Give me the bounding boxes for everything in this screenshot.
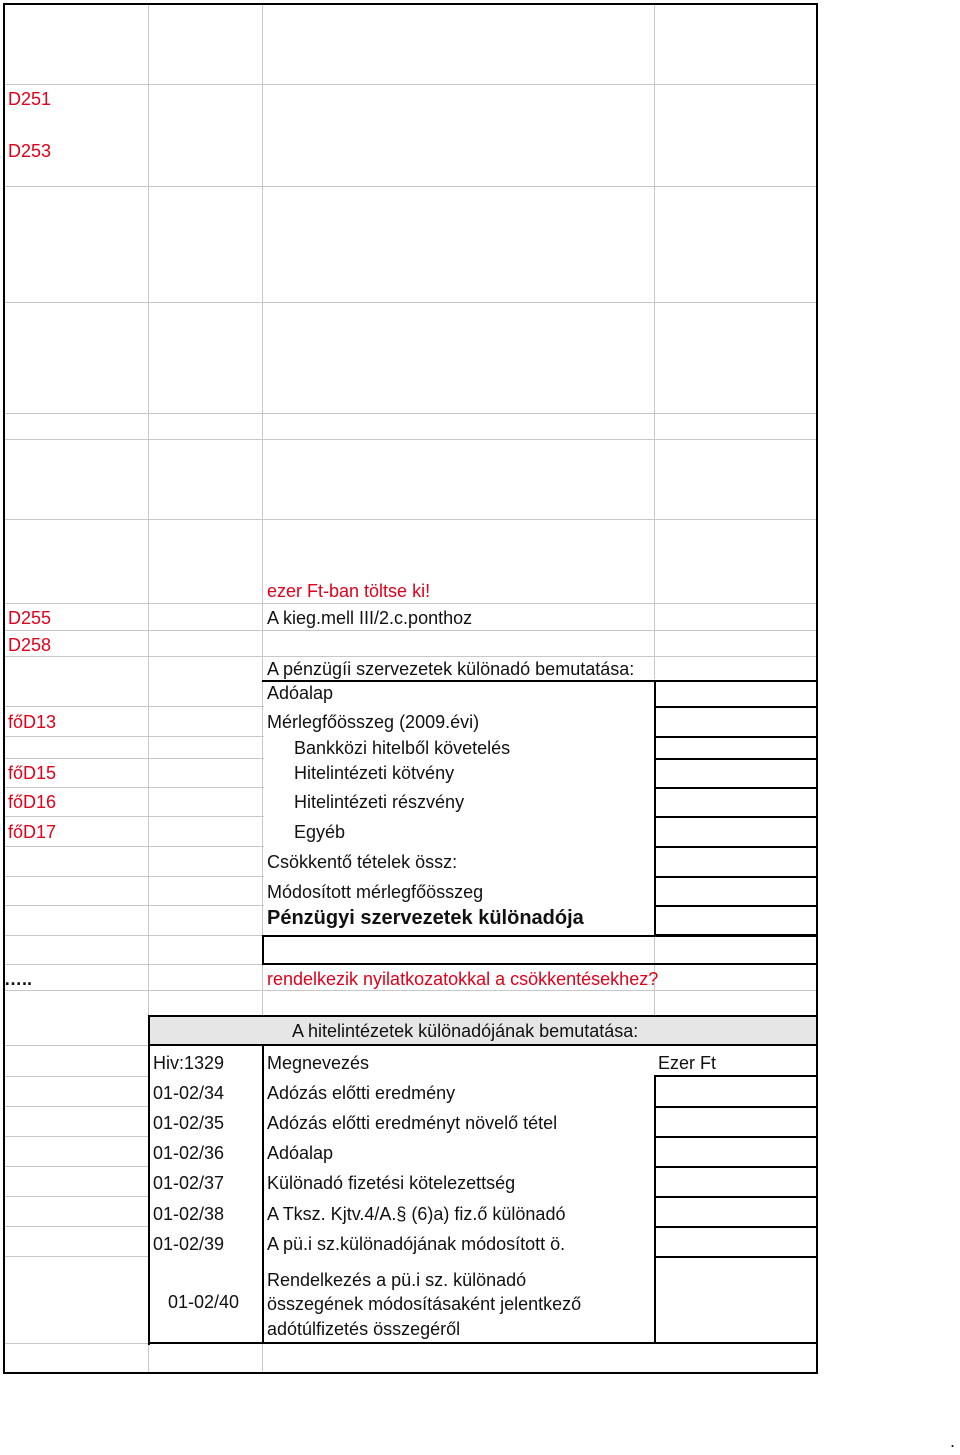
value-cell-border xyxy=(654,876,818,878)
grid-row-line xyxy=(4,186,818,187)
unit-note: ezer Ft-ban töltse ki! xyxy=(267,581,431,601)
row-label-bankkozi: Bankközi hitelből követelés xyxy=(294,738,511,758)
row-label-modositott: Módosított mérlegfőösszeg xyxy=(267,882,484,902)
grid-row-line xyxy=(4,1106,150,1107)
row-code-last: 01-02/40 xyxy=(168,1292,240,1312)
outer-border xyxy=(3,1372,818,1374)
reference-note: A kieg.mell III/2.c.ponthoz xyxy=(267,608,473,628)
declaration-question: rendelkezik nyilatkozatokkal a csökkentésekhez? xyxy=(267,969,659,989)
row-label-egyeb: Egyéb xyxy=(294,822,346,842)
row-code: 01-02/39 xyxy=(153,1234,225,1254)
grid-row-line xyxy=(4,706,264,707)
value-cell-border xyxy=(654,787,818,789)
corner-mark: . xyxy=(950,1431,956,1451)
grid-row-line xyxy=(4,990,818,991)
row-label-adoalap: Adóalap xyxy=(267,683,334,703)
row-label-csokkento: Csökkentő tételek össz: xyxy=(267,852,458,872)
ellipsis-mark: ….. xyxy=(4,969,33,989)
grid-row-line xyxy=(4,846,264,847)
code-fod13: főD13 xyxy=(8,712,57,732)
value-cell-border xyxy=(654,905,818,907)
row-name: A Tksz. Kjtv.4/A.§ (6)a) fiz.ő különadó xyxy=(267,1204,566,1224)
value-cell-border xyxy=(654,1166,818,1168)
row-name: A pü.i sz.különadójának módosított ö. xyxy=(267,1234,566,1254)
row-label-merlegfoosszeg: Mérlegfőösszeg (2009.évi) xyxy=(267,712,480,732)
value-cell-border xyxy=(654,846,818,848)
row-code: 01-02/35 xyxy=(153,1113,225,1133)
section2-border xyxy=(148,1015,818,1017)
code-d258: D258 xyxy=(8,635,52,655)
grid-row-line xyxy=(4,630,818,631)
row-label-reszveny: Hitelintézeti részvény xyxy=(294,792,465,812)
row-name: Adóalap xyxy=(267,1143,334,1163)
code-fod15: főD15 xyxy=(8,763,57,783)
value-cell-border xyxy=(654,758,818,760)
row-label-kotveny: Hitelintézeti kötvény xyxy=(294,763,455,783)
row-name: Adózás előtti eredmény xyxy=(267,1083,456,1103)
grid-row-line xyxy=(4,413,818,414)
row-code: 01-02/36 xyxy=(153,1143,225,1163)
grid-row-line xyxy=(4,1226,150,1227)
value-cell-border xyxy=(654,816,818,818)
value-cell-border xyxy=(654,1106,818,1108)
grid-row-line xyxy=(4,1196,150,1197)
outer-border xyxy=(3,3,818,5)
header-unit: Ezer Ft xyxy=(658,1053,717,1073)
code-d253: D253 xyxy=(8,141,52,161)
grid-row-line xyxy=(4,905,264,906)
section2-title: A hitelintézetek különadójának bemutatása: xyxy=(292,1021,639,1041)
outer-border xyxy=(816,4,818,1374)
row-name: Különadó fizetési kötelezettség xyxy=(267,1173,516,1193)
row-code: 01-02/37 xyxy=(153,1173,225,1193)
grid-row-line xyxy=(4,736,264,737)
row-name-last-line3: adótúlfizetés összegéről xyxy=(267,1319,461,1339)
grid-row-line xyxy=(4,758,264,759)
code-fod17: főD17 xyxy=(8,822,57,842)
row-name-last-line2: összegének módosításaként jelentkező xyxy=(267,1294,582,1314)
header-code: Hiv:1329 xyxy=(153,1053,225,1073)
grid-row-line xyxy=(4,1256,150,1257)
grid-row-line xyxy=(4,84,818,85)
grid-row-line xyxy=(4,1136,150,1137)
section2-border xyxy=(148,1342,818,1344)
section2-border xyxy=(654,1076,656,1344)
row-code: 01-02/34 xyxy=(153,1083,225,1103)
section1-border xyxy=(654,680,656,936)
tax-label: Pénzügyi szervezetek különadója xyxy=(267,907,584,929)
grid-row-line xyxy=(4,876,264,877)
value-cell-border xyxy=(654,1196,818,1198)
row-name: Adózás előtti eredményt növelő tétel xyxy=(267,1113,558,1133)
outer-border xyxy=(3,4,5,1374)
answer-box[interactable] xyxy=(262,935,818,965)
value-cell-border xyxy=(654,736,818,738)
grid-row-line xyxy=(4,1076,150,1077)
grid-col-line xyxy=(654,4,655,679)
code-d255: D255 xyxy=(8,608,52,628)
grid-row-line xyxy=(4,1166,150,1167)
section2-border xyxy=(148,1015,150,1345)
value-cell-border xyxy=(654,1256,818,1258)
code-fod16: főD16 xyxy=(8,792,57,812)
section2-border xyxy=(148,1044,818,1046)
grid-row-line xyxy=(4,439,818,440)
value-cell-border xyxy=(654,1136,818,1138)
header-name: Megnevezés xyxy=(267,1053,370,1073)
grid-row-line xyxy=(4,816,264,817)
value-cell-border xyxy=(654,706,818,708)
section1-border xyxy=(262,680,818,682)
grid-row-line xyxy=(4,603,818,604)
grid-row-line xyxy=(4,787,264,788)
grid-row-line xyxy=(4,302,818,303)
grid-row-line xyxy=(4,1045,150,1046)
grid-row-line xyxy=(4,519,818,520)
row-code: 01-02/38 xyxy=(153,1204,225,1224)
row-name-last-line1: Rendelkezés a pü.i sz. különadó xyxy=(267,1270,527,1290)
section1-title: A pénzügíi szervezetek különadó bemutatása: xyxy=(267,659,635,679)
section2-border xyxy=(262,1044,264,1344)
grid-row-line xyxy=(4,656,818,657)
value-cell-border xyxy=(654,1226,818,1228)
code-d251: D251 xyxy=(8,89,52,109)
value-cell-border xyxy=(654,1075,818,1077)
